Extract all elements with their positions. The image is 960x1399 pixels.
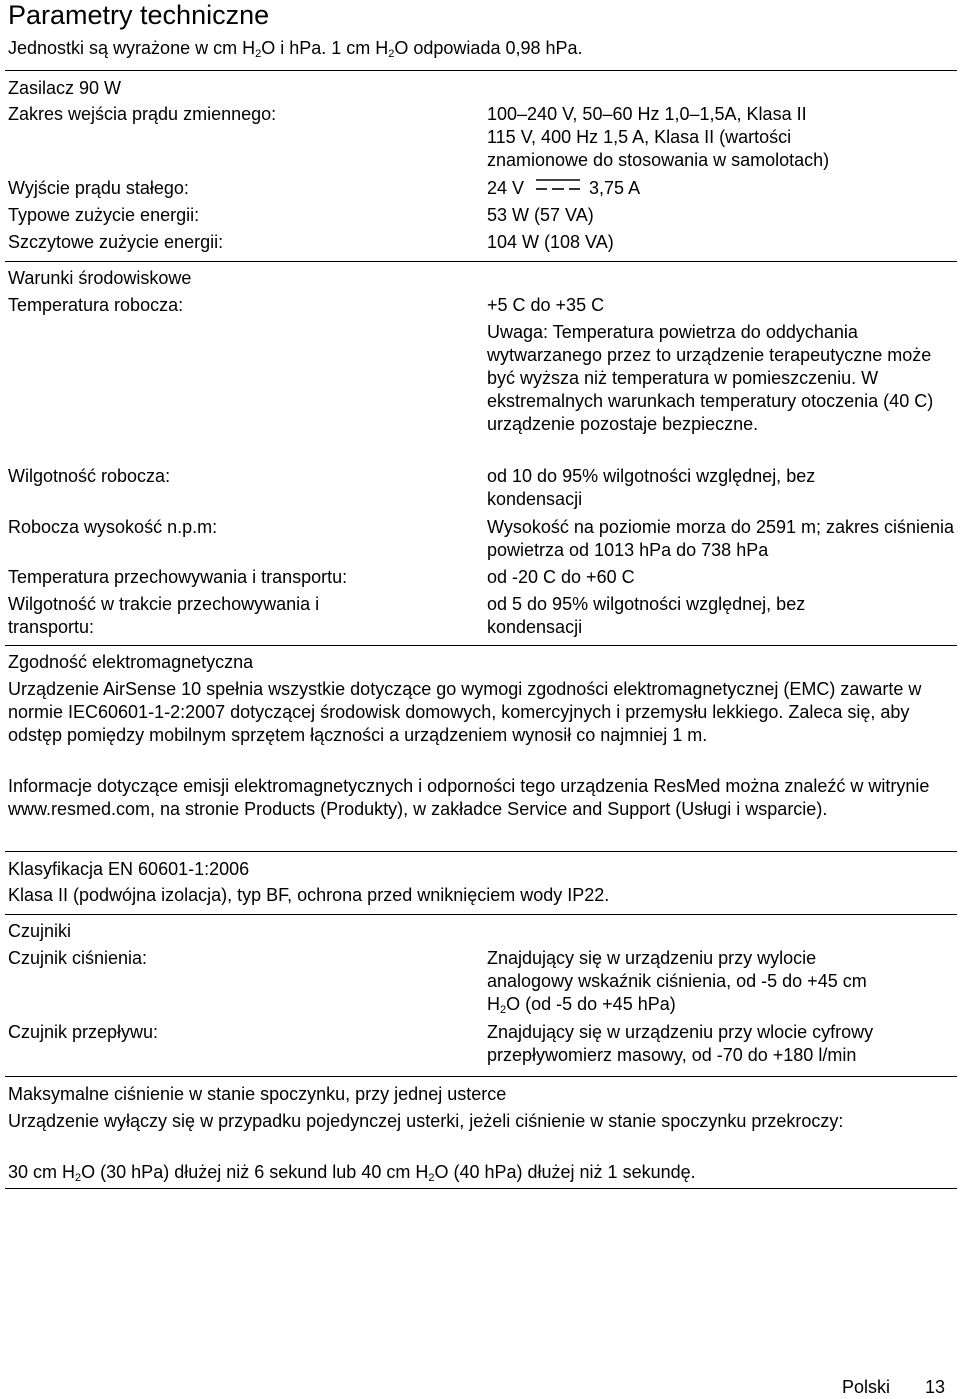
single-fault-text: Urządzenie wyłączy się w przypadku pojedynczej usterki, jeżeli ciśnienie w stanie spoczynku przekroczy: bbox=[8, 1111, 844, 1131]
operating-altitude-value: Wysokość na poziomie morza do 2591 m; zakres ciśnienia powietrza od 1013 hPa do 738 hPa bbox=[487, 517, 955, 560]
operating-humidity-value: od 10 do 95% wilgotności względnej, bez kondensacji bbox=[487, 466, 816, 509]
operating-humidity-label: Wilgotność robocza: bbox=[8, 466, 171, 486]
section-heading-environment: Warunki środowiskowe bbox=[8, 268, 192, 288]
ac-input-value: 100–240 V, 50–60 Hz 1,0–1,5A, Klasa II 115 V, 400 Hz 1,5 A, Klasa II (wartości znamionowe do stosowania w samolotach) bbox=[487, 104, 830, 170]
divider bbox=[5, 261, 957, 262]
typical-power-label: Typowe zużycie energii: bbox=[8, 205, 200, 225]
divider bbox=[5, 1188, 957, 1189]
emc-paragraph-2: Informacje dotyczące emisji elektromagnetycznych i odporności tego urządzenia ResMed można znaleźć w witrynie www.resmed.com, na stronie Products (Produkty), w zakładce Service and Support (Usługi i wsparcie). bbox=[8, 776, 930, 819]
emc-paragraph-1: Urządzenie AirSense 10 spełnia wszystkie dotyczące go wymogi zgodności elektromagnetycznej (EMC) zawarte w normie IEC60601-1-2:2007 dotyczącej środowisk domowych, komercyjnych i przemysłu lekkiego. Zaleca się, aby odstęp pomiędzy mobilnym sprzętem łączności a urządzeniem wynosił co najmniej 1 m. bbox=[8, 679, 922, 745]
peak-power-value: 104 W (108 VA) bbox=[487, 232, 614, 252]
section-heading-emc: Zgodność elektromagnetyczna bbox=[8, 652, 254, 672]
operating-altitude-label: Robocza wysokość n.p.m: bbox=[8, 517, 218, 537]
flow-sensor-value: Znajdujący się w urządzeniu przy wlocie cyfrowy przepływomierz masowy, od -70 do +180 l/min bbox=[487, 1022, 874, 1065]
section-heading-classification: Klasyfikacja EN 60601-1:2006 bbox=[8, 859, 250, 879]
footer-language: Polski bbox=[842, 1377, 891, 1397]
single-fault-limits: 30 cm $H_2O$ (30 hPa) dłużej niż 6 sekund lub 40 cm $H_2O$ (40 hPa) dłużej niż 1 sekundę. bbox=[8, 1162, 696, 1184]
dc-output-value: 24 V 3,75 A bbox=[487, 178, 641, 198]
operating-temperature-value: +5 C do +35 C bbox=[487, 295, 605, 315]
page-title: Parametry techniczne bbox=[8, 0, 270, 30]
divider bbox=[5, 914, 957, 915]
storage-temperature-label: Temperatura przechowywania i transportu: bbox=[8, 567, 348, 587]
section-heading-sensors: Czujniki bbox=[8, 921, 72, 941]
operating-temperature-label: Temperatura robocza: bbox=[8, 295, 184, 315]
section-heading-single-fault: Maksymalne ciśnienie w stanie spoczynku, przy jednej usterce bbox=[8, 1084, 507, 1104]
divider bbox=[5, 851, 957, 852]
divider bbox=[5, 70, 957, 71]
divider bbox=[5, 1076, 957, 1077]
typical-power-value: 53 W (57 VA) bbox=[487, 205, 594, 225]
units-note: Jednostki są wyrażone w cm $H_2O$ i hPa. 1 cm $H_2O$ odpowiada 0,98 hPa. bbox=[8, 38, 583, 60]
dc-output-label: Wyjście prądu stałego: bbox=[8, 178, 189, 198]
divider bbox=[5, 645, 957, 646]
pressure-sensor-value: Znajdujący się w urządzeniu przy wylocie analogowy wskaźnik ciśnienia, od -5 do +45 cm $H_2O$ (od -5 do +45 hPa) bbox=[487, 948, 867, 1016]
storage-humidity-label: Wilgotność w trakcie przechowywania i transportu: bbox=[8, 594, 320, 637]
operating-temperature-note: Uwaga: Temperatura powietrza do oddychania wytwarzanego przez to urządzenie terapeutyczne może być wyższa niż temperatura w pomieszczeniu. W ekstremalnych warunkach temperatury otoczenia (40 C) urządzenie pozostaje bezpieczne. bbox=[487, 322, 934, 434]
dc-current-icon bbox=[536, 178, 580, 192]
section-heading-power-supply: Zasilacz 90 W bbox=[8, 78, 122, 98]
peak-power-label: Szczytowe zużycie energii: bbox=[8, 232, 224, 252]
classification-text: Klasa II (podwójna izolacja), typ BF, ochrona przed wniknięciem wody IP22. bbox=[8, 885, 610, 905]
pressure-sensor-label: Czujnik ciśnienia: bbox=[8, 948, 148, 968]
storage-humidity-value: od 5 do 95% wilgotności względnej, bez kondensacji bbox=[487, 594, 806, 637]
ac-input-label: Zakres wejścia prądu zmiennego: bbox=[8, 104, 277, 124]
flow-sensor-label: Czujnik przepływu: bbox=[8, 1022, 159, 1042]
storage-temperature-value: od -20 C do +60 C bbox=[487, 567, 635, 587]
page-number: 13 bbox=[925, 1377, 946, 1397]
